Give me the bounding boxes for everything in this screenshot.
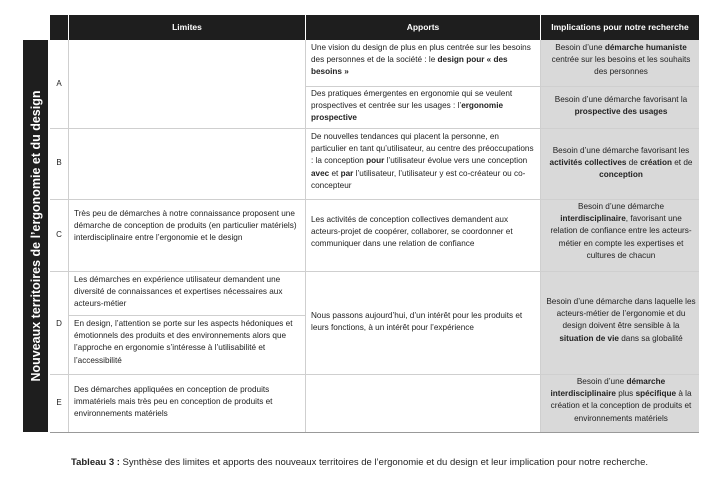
- bold-run: design pour « des besoins »: [311, 55, 508, 77]
- bold-run: activités collectives: [549, 158, 627, 168]
- cell-b-impl: [546, 145, 696, 182]
- text-run: Une vision du design de plus en plus centrée sur les besoins des personnes et de la société : le: [311, 43, 531, 65]
- cell-a-impl-2: [546, 94, 696, 118]
- bold-run: ergonomie prospective: [311, 101, 504, 123]
- text-run: dans sa globalité: [618, 333, 683, 343]
- bold-run: situation de vie: [559, 333, 619, 343]
- header-apports: Apports: [406, 22, 440, 32]
- text-run: Besoin d’une: [555, 43, 605, 52]
- text-run: l’utilisateur, l’utilisateur y est co-créateur ou co-concepteur: [311, 168, 526, 190]
- table-caption: [35, 456, 684, 470]
- bold-run: avec: [311, 168, 330, 178]
- row-label-a: A: [56, 79, 62, 88]
- bold-run: conception: [599, 170, 643, 180]
- bold-run: prospective des usages: [574, 107, 668, 117]
- cell-d-limites-1: Les démarches en expérience utilisateur demandent une diversité de connaissances et expertises nécessaires aux acteurs-métier: [74, 275, 283, 309]
- row-label-e: E: [56, 398, 62, 407]
- cell-e-impl: [546, 376, 696, 425]
- caption-label: Tableau 3 :: [71, 457, 120, 468]
- side-title: Nouveaux territoires de l’ergonomie et du design: [28, 90, 43, 382]
- text-run: de: [626, 158, 641, 168]
- text-run: Des pratiques émergentes en ergonomie qui se veulent prospectives et centrée sur les usages : l’: [311, 89, 513, 111]
- grid-hline: [50, 199, 699, 200]
- cell-d-impl: [546, 296, 696, 345]
- grid-hline: [305, 86, 699, 87]
- text-run: et de: [671, 158, 693, 168]
- bold-run: démarche humaniste: [604, 43, 687, 52]
- text-run: l’utilisateur évolue vers une conception: [384, 156, 528, 166]
- bold-run: interdisciplinaire: [560, 214, 626, 224]
- grid-hline: [50, 432, 699, 433]
- text-run: Besoin d’une: [576, 377, 627, 386]
- cell-c-apports: Les activités de conception collectives demandent aux acteurs-projet de coopérer, collaborer, se coordonner et communiquer dans une relation de confiance: [311, 215, 513, 249]
- text-run: centrée sur les besoins et les souhaits des personnes: [551, 55, 691, 77]
- text-run: et: [329, 168, 341, 178]
- cell-e-limites: Des démarches appliquées en conception de produits immatériels mais très peu en conception de produits et environnements matériels: [74, 385, 273, 419]
- header-implications: Implications pour notre recherche: [551, 22, 689, 32]
- side-title-bar: [23, 40, 48, 432]
- bold-run: spécifique: [635, 389, 677, 399]
- caption-text: Synthèse des limites et apports des nouveaux territoires de l’ergonomie et du design et leur implication pour notre recherche.: [119, 457, 648, 468]
- cell-a-impl-1: [546, 42, 696, 79]
- cell-a-apports-2: [311, 88, 535, 125]
- text-run: Besoin d’une démarche: [577, 202, 665, 211]
- cell-d-apports: Nous passons aujourd’hui, d’un intérêt pour les produits et leurs fonctions, à un intérêt pour l’expérience: [311, 311, 523, 333]
- cell-d-limites-2: En design, l’attention se porte sur les aspects hédoniques et émotionnels des produits et des environnements alors que l’approche en ergonomie s’intéresse à l’utilisabilité et l’accessibilité: [74, 319, 293, 365]
- text-run: Besoin d’une démarche favorisant les: [552, 146, 690, 155]
- row-label-d: D: [56, 319, 62, 328]
- text-run: , favorisant une relation de confiance entre les acteurs-métier en compte les expertises et cultures de chacun: [550, 214, 692, 260]
- text-run: plus: [615, 389, 636, 399]
- grid-hline: [50, 374, 699, 375]
- row-label-b: B: [56, 158, 62, 167]
- cell-c-limites: Très peu de démarches à notre connaissance proposent une démarche de conception de produits (en particulier matériels) interdisciplinaire entre l’ergonomie et le design: [74, 209, 297, 243]
- text-run: Besoin d’une démarche dans laquelle les acteurs-métier de l’ergonomie et du design doivent être sensible à la: [546, 297, 696, 331]
- cell-a-apports-1: [311, 42, 535, 79]
- header-corner: [50, 15, 68, 40]
- grid-hline: [50, 271, 699, 272]
- bold-run: création: [640, 158, 672, 168]
- bold-run: par: [340, 168, 354, 178]
- text-run: Besoin d’une démarche favorisant la: [554, 95, 688, 104]
- text-run: De nouvelles tendances qui placent la personne, en particulier en tant qu’utilisateur, au centre des préoccupations : la conception: [311, 132, 534, 166]
- grid-hline: [50, 128, 699, 129]
- header-limites: Limites: [172, 22, 202, 32]
- row-label-c: C: [56, 230, 62, 239]
- grid-hline: [68, 315, 305, 316]
- text-run: à la création et la conception de produits et environnements matériels: [550, 389, 692, 423]
- bold-run: démarche interdisciplinaire: [550, 377, 666, 399]
- cell-c-impl: [546, 201, 696, 262]
- cell-b-apports: [311, 131, 535, 192]
- bold-run: pour: [366, 156, 385, 166]
